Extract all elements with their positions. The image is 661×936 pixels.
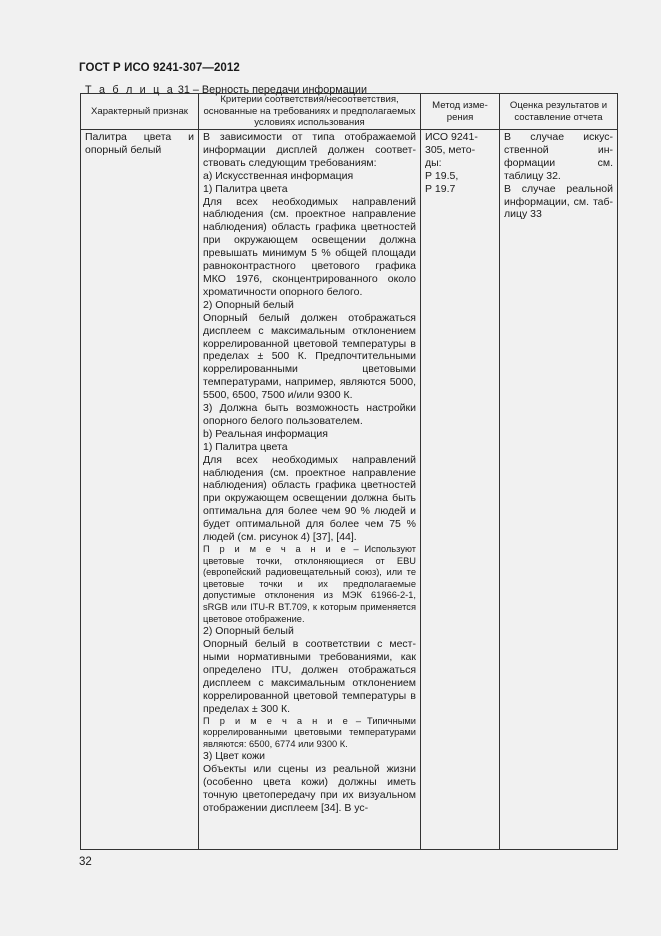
feature-cell: Палитра цвета и опорный белый	[81, 130, 199, 850]
table-caption-label: Т а б л и ц а	[85, 84, 175, 96]
criteria-heading: 3) Цвет кожи	[203, 750, 266, 763]
table-caption-number: 31	[177, 84, 190, 96]
criteria-paragraph: Объекты или сцены из реальной жизни (особенно цвета кожи) должны иметь точную цветопередачу при их визуальном отображении дисплеем [34]. В ус-	[203, 763, 416, 814]
table-header-row	[81, 94, 618, 130]
method-line: Р 19.5,	[425, 169, 459, 182]
criteria-paragraph: 3) Должна быть возможность настройки опорного белого пользователем.	[203, 402, 416, 427]
note-text: – Типичными коррелированными цветовыми температурами являются: 6500, 6774 или 9300 К.	[203, 715, 416, 749]
criteria-heading: 1) Палитра цвета	[203, 440, 288, 453]
column-header-feature: Характерный признак	[81, 94, 199, 130]
criteria-heading: 1) Палитра цвета	[203, 182, 288, 195]
criteria-cell	[199, 130, 421, 850]
criteria-paragraph: Для всех необходимых направлений наблюдения (см. проектное направление наблюдения) область графика цветностей при окружающем освещении должна превышать минимум 5 % общей площади равноконтрастного цветового графика МКО 1976, сконцентрированного около хроматичности опорного белого.	[203, 195, 416, 298]
evaluation-cell	[500, 130, 618, 850]
method-cell	[421, 130, 500, 850]
note-text: – Используют цветовые точки, отклоняющиеся от EBU (европейский радиовещательный союз), или те цветовые точки и их предполагаемые допустимые отклонения из МЭК 61966-2-1, sRGB или ITU-R BT.709, к которым применяется цветовое отображение.	[203, 544, 416, 624]
criteria-heading: a) Искусственная информация	[203, 169, 354, 182]
criteria-paragraph: Опорный белый в соответствии с местными нормативными требованиями, как определено ITU, должен отображаться дисплеем с максимальным отклонением коррелированной цветовой температуры в пределах ± 300 К.	[203, 638, 416, 715]
column-header-criteria: Критерии соответствия/несоответствия, основанные на требованиях и предполагаемых условиях использования	[199, 94, 421, 130]
page-number: 32	[79, 856, 92, 868]
evaluation-paragraph: В случае реальной информации, см. таблицу 33	[504, 182, 613, 221]
evaluation-paragraph: В случае искусственной информации см. таблицу 32.	[504, 131, 613, 182]
criteria-paragraph: Опорный белый должен отображаться дисплеем с максимальным отклонением коррелированной цветовой температуры в пределах ± 500 К. Предпочтительными коррелированными цветовыми температурами, например, являются 5000, 5500, 6500, 7500 и/или 9300 К.	[203, 311, 416, 402]
method-line: ды:	[425, 156, 442, 169]
table-caption-title: – Верность передачи информации	[192, 84, 367, 96]
criteria-heading: b) Реальная информация	[203, 427, 328, 440]
criteria-heading: 2) Опорный белый	[203, 625, 294, 638]
method-line: Р 19.7	[425, 182, 456, 195]
document-code-header: ГОСТ Р ИСО 9241-307—2012	[79, 62, 240, 74]
criteria-heading: 2) Опорный белый	[203, 298, 294, 311]
criteria-note	[203, 716, 416, 751]
column-header-method: Метод измерения	[421, 94, 500, 130]
fidelity-table	[80, 93, 618, 850]
column-header-evaluation: Оценка результатов и составление отчета	[500, 94, 618, 130]
table-row	[81, 130, 618, 850]
method-line: ИСО 9241-	[425, 131, 478, 143]
criteria-paragraph: Для всех необходимых направлений наблюдения (см. проектное направление наблюдения) область графика цветностей при окружающем освещении должна быть оптимальна для более чем 90 % людей и будет оптимальной для более чем 75 % людей (см. рисунок 4) [37], [44].	[203, 453, 416, 544]
method-line: 305, мето-	[425, 143, 476, 156]
criteria-paragraph: В зависимости от типа отображаемой информации дисплей должен соответствовать следующим требованиям:	[203, 131, 416, 169]
criteria-note	[203, 544, 416, 625]
note-label: П р и м е ч а н и е	[203, 544, 348, 554]
note-label: П р и м е ч а н и е	[203, 715, 350, 726]
